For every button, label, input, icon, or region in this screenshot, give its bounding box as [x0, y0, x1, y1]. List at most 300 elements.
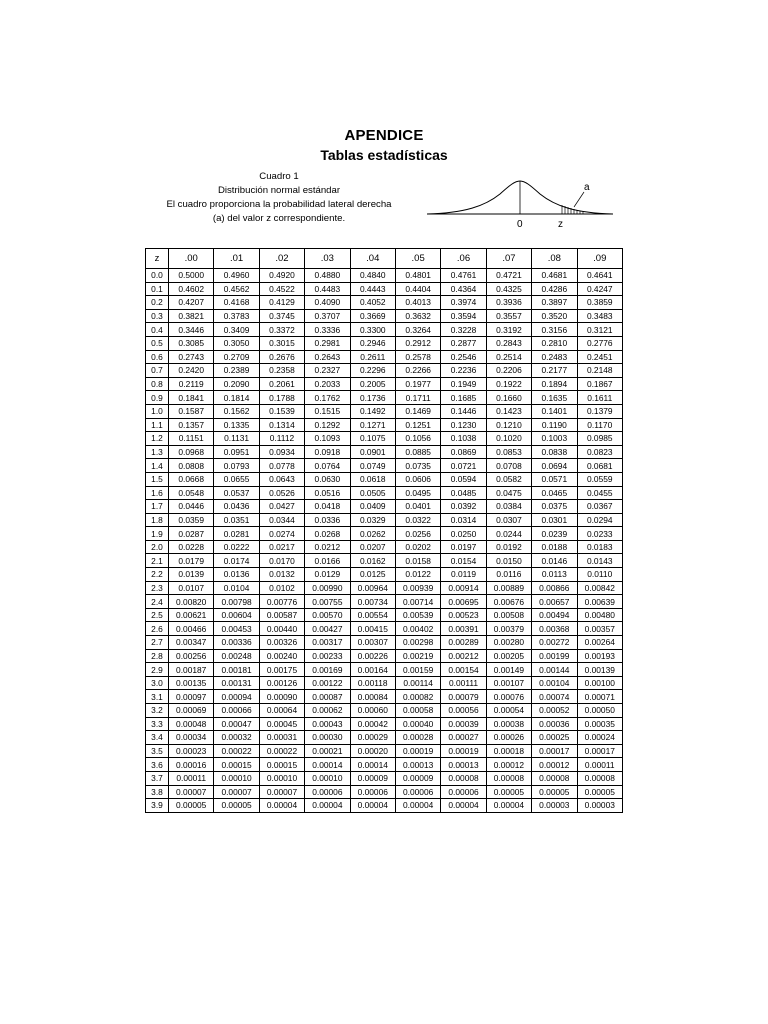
table-row: [146, 527, 623, 541]
z-value-cell: 0.5: [146, 336, 169, 350]
table-row: [146, 540, 623, 554]
probability-cell: 0.4681: [532, 269, 577, 283]
probability-cell: 0.00015: [214, 758, 259, 772]
probability-cell: 0.3085: [169, 336, 214, 350]
column-header: .05: [395, 249, 440, 269]
probability-cell: 0.1660: [486, 391, 531, 405]
alpha-label: a: [584, 182, 590, 193]
probability-cell: 0.2912: [395, 336, 440, 350]
probability-cell: 0.00003: [577, 799, 622, 813]
probability-cell: 0.00842: [577, 581, 622, 595]
probability-cell: 0.0392: [441, 500, 486, 514]
probability-cell: 0.4562: [214, 282, 259, 296]
probability-cell: 0.2843: [486, 336, 531, 350]
probability-cell: 0.00154: [441, 663, 486, 677]
probability-cell: 0.4483: [305, 282, 350, 296]
probability-cell: 0.1314: [259, 418, 304, 432]
probability-cell: 0.00019: [395, 744, 440, 758]
probability-cell: 0.2090: [214, 377, 259, 391]
probability-cell: 0.00069: [169, 704, 214, 718]
probability-cell: 0.00054: [486, 704, 531, 718]
table-row: [146, 690, 623, 704]
probability-cell: 0.00126: [259, 676, 304, 690]
probability-cell: 0.0537: [214, 486, 259, 500]
table-row: [146, 595, 623, 609]
z-value-cell: 0.7: [146, 364, 169, 378]
probability-cell: 0.1949: [441, 377, 486, 391]
probability-cell: 0.0129: [305, 568, 350, 582]
probability-cell: 0.00964: [350, 581, 395, 595]
probability-cell: 0.0401: [395, 500, 440, 514]
probability-cell: 0.3264: [395, 323, 440, 337]
probability-cell: 0.0132: [259, 568, 304, 582]
probability-cell: 0.00090: [259, 690, 304, 704]
probability-cell: 0.0262: [350, 527, 395, 541]
probability-cell: 0.00035: [577, 717, 622, 731]
probability-cell: 0.00007: [214, 785, 259, 799]
table-row: [146, 404, 623, 418]
table-row: [146, 799, 623, 813]
probability-cell: 0.0268: [305, 527, 350, 541]
probability-cell: 0.00336: [214, 636, 259, 650]
probability-cell: 0.00008: [577, 771, 622, 785]
probability-cell: 0.0256: [395, 527, 440, 541]
probability-cell: 0.2946: [350, 336, 395, 350]
probability-cell: 0.0281: [214, 527, 259, 541]
probability-cell: 0.0384: [486, 500, 531, 514]
probability-cell: 0.00289: [441, 636, 486, 650]
probability-cell: 0.0516: [305, 486, 350, 500]
probability-cell: 0.1210: [486, 418, 531, 432]
probability-cell: 0.4960: [214, 269, 259, 283]
probability-cell: 0.0102: [259, 581, 304, 595]
probability-cell: 0.1894: [532, 377, 577, 391]
probability-cell: 0.00181: [214, 663, 259, 677]
z-value-cell: 3.6: [146, 758, 169, 772]
probability-cell: 0.0314: [441, 513, 486, 527]
table-row: [146, 704, 623, 718]
probability-cell: 0.1736: [350, 391, 395, 405]
table-row: [146, 622, 623, 636]
probability-cell: 0.0594: [441, 472, 486, 486]
probability-cell: 0.4761: [441, 269, 486, 283]
probability-cell: 0.0110: [577, 568, 622, 582]
probability-cell: 0.0162: [350, 554, 395, 568]
probability-cell: 0.00017: [532, 744, 577, 758]
probability-cell: 0.0985: [577, 432, 622, 446]
probability-cell: 0.00082: [395, 690, 440, 704]
probability-cell: 0.0823: [577, 445, 622, 459]
probability-cell: 0.00024: [577, 731, 622, 745]
probability-cell: 0.00639: [577, 595, 622, 609]
probability-cell: 0.3050: [214, 336, 259, 350]
probability-cell: 0.00094: [214, 690, 259, 704]
probability-cell: 0.00005: [532, 785, 577, 799]
probability-cell: 0.0630: [305, 472, 350, 486]
probability-cell: 0.00453: [214, 622, 259, 636]
probability-cell: 0.0116: [486, 568, 531, 582]
probability-cell: 0.0174: [214, 554, 259, 568]
probability-cell: 0.3015: [259, 336, 304, 350]
table-row: [146, 568, 623, 582]
probability-cell: 0.00939: [395, 581, 440, 595]
z-value-cell: 3.9: [146, 799, 169, 813]
column-header: .01: [214, 249, 259, 269]
z-value-cell: 0.2: [146, 296, 169, 310]
probability-cell: 0.00008: [532, 771, 577, 785]
probability-cell: 0.2877: [441, 336, 486, 350]
probability-cell: 0.00135: [169, 676, 214, 690]
probability-cell: 0.00169: [305, 663, 350, 677]
probability-cell: 0.00866: [532, 581, 577, 595]
probability-cell: 0.1038: [441, 432, 486, 446]
probability-cell: 0.00079: [441, 690, 486, 704]
probability-cell: 0.5000: [169, 269, 214, 283]
probability-cell: 0.00193: [577, 649, 622, 663]
column-header: .08: [532, 249, 577, 269]
probability-cell: 0.1611: [577, 391, 622, 405]
probability-cell: 0.00734: [350, 595, 395, 609]
table-row: [146, 459, 623, 473]
probability-cell: 0.2611: [350, 350, 395, 364]
probability-cell: 0.00100: [577, 676, 622, 690]
probability-cell: 0.3121: [577, 323, 622, 337]
probability-cell: 0.0968: [169, 445, 214, 459]
probability-cell: 0.0183: [577, 540, 622, 554]
probability-cell: 0.0202: [395, 540, 440, 554]
probability-cell: 0.00248: [214, 649, 259, 663]
probability-cell: 0.00494: [532, 608, 577, 622]
probability-cell: 0.1711: [395, 391, 440, 405]
probability-cell: 0.0495: [395, 486, 440, 500]
probability-cell: 0.4602: [169, 282, 214, 296]
probability-cell: 0.00005: [486, 785, 531, 799]
probability-cell: 0.00047: [214, 717, 259, 731]
table-row: [146, 391, 623, 405]
normal-curve-figure: [425, 176, 615, 232]
probability-cell: 0.00008: [486, 771, 531, 785]
probability-cell: 0.00357: [577, 622, 622, 636]
probability-cell: 0.00111: [441, 676, 486, 690]
probability-cell: 0.0655: [214, 472, 259, 486]
probability-cell: 0.00042: [350, 717, 395, 731]
probability-cell: 0.00011: [577, 758, 622, 772]
probability-cell: 0.2206: [486, 364, 531, 378]
probability-cell: 0.0239: [532, 527, 577, 541]
probability-cell: 0.4443: [350, 282, 395, 296]
probability-cell: 0.0125: [350, 568, 395, 582]
probability-cell: 0.0778: [259, 459, 304, 473]
probability-cell: 0.00676: [486, 595, 531, 609]
table-row: [146, 472, 623, 486]
probability-cell: 0.00009: [350, 771, 395, 785]
probability-cell: 0.00056: [441, 704, 486, 718]
probability-cell: 0.00064: [259, 704, 304, 718]
probability-cell: 0.00008: [441, 771, 486, 785]
probability-cell: 0.0869: [441, 445, 486, 459]
probability-cell: 0.00031: [259, 731, 304, 745]
probability-cell: 0.1469: [395, 404, 440, 418]
probability-cell: 0.3372: [259, 323, 304, 337]
z-value-cell: 1.0: [146, 404, 169, 418]
probability-cell: 0.2676: [259, 350, 304, 364]
probability-cell: 0.00066: [214, 704, 259, 718]
probability-cell: 0.0681: [577, 459, 622, 473]
probability-cell: 0.0455: [577, 486, 622, 500]
column-header: .06: [441, 249, 486, 269]
table-row: [146, 282, 623, 296]
probability-cell: 0.3669: [350, 309, 395, 323]
z-value-cell: 0.4: [146, 323, 169, 337]
probability-cell: 0.0446: [169, 500, 214, 514]
probability-cell: 0.0228: [169, 540, 214, 554]
probability-cell: 0.0582: [486, 472, 531, 486]
probability-cell: 0.00004: [350, 799, 395, 813]
probability-cell: 0.1515: [305, 404, 350, 418]
probability-cell: 0.0838: [532, 445, 577, 459]
page-title: APENDICE: [344, 127, 424, 144]
probability-cell: 0.4801: [395, 269, 440, 283]
probability-cell: 0.0197: [441, 540, 486, 554]
probability-cell: 0.00144: [532, 663, 577, 677]
table-row: [146, 676, 623, 690]
probability-cell: 0.00159: [395, 663, 440, 677]
probability-cell: 0.00798: [214, 595, 259, 609]
probability-cell: 0.00175: [259, 663, 304, 677]
probability-cell: 0.00017: [577, 744, 622, 758]
z-value-cell: 2.8: [146, 649, 169, 663]
probability-cell: 0.00104: [532, 676, 577, 690]
probability-cell: 0.0294: [577, 513, 622, 527]
table-row: [146, 377, 623, 391]
probability-cell: 0.3520: [532, 309, 577, 323]
probability-cell: 0.0192: [486, 540, 531, 554]
probability-cell: 0.4207: [169, 296, 214, 310]
probability-cell: 0.4325: [486, 282, 531, 296]
probability-cell: 0.1539: [259, 404, 304, 418]
probability-cell: 0.00914: [441, 581, 486, 595]
z-value-cell: 2.6: [146, 622, 169, 636]
z-value-cell: 3.0: [146, 676, 169, 690]
probability-cell: 0.1335: [214, 418, 259, 432]
probability-cell: 0.00508: [486, 608, 531, 622]
probability-cell: 0.0301: [532, 513, 577, 527]
probability-cell: 0.00307: [350, 636, 395, 650]
probability-cell: 0.3483: [577, 309, 622, 323]
probability-cell: 0.00007: [169, 785, 214, 799]
probability-cell: 0.00062: [305, 704, 350, 718]
probability-cell: 0.0336: [305, 513, 350, 527]
probability-cell: 0.0951: [214, 445, 259, 459]
probability-cell: 0.0643: [259, 472, 304, 486]
probability-cell: 0.00084: [350, 690, 395, 704]
z-value-cell: 3.2: [146, 704, 169, 718]
probability-cell: 0.0465: [532, 486, 577, 500]
probability-cell: 0.00022: [259, 744, 304, 758]
probability-cell: 0.0212: [305, 540, 350, 554]
probability-cell: 0.4721: [486, 269, 531, 283]
probability-cell: 0.00205: [486, 649, 531, 663]
probability-cell: 0.0233: [577, 527, 622, 541]
probability-cell: 0.0274: [259, 527, 304, 541]
probability-cell: 0.00368: [532, 622, 577, 636]
probability-cell: 0.3707: [305, 309, 350, 323]
probability-cell: 0.00074: [532, 690, 577, 704]
probability-cell: 0.1131: [214, 432, 259, 446]
probability-cell: 0.4129: [259, 296, 304, 310]
probability-cell: 0.00015: [259, 758, 304, 772]
probability-cell: 0.0668: [169, 472, 214, 486]
probability-cell: 0.2148: [577, 364, 622, 378]
probability-cell: 0.00048: [169, 717, 214, 731]
z-value-cell: 2.3: [146, 581, 169, 595]
probability-cell: 0.00272: [532, 636, 577, 650]
probability-cell: 0.00480: [577, 608, 622, 622]
probability-cell: 0.2236: [441, 364, 486, 378]
probability-cell: 0.00010: [259, 771, 304, 785]
probability-cell: 0.00003: [532, 799, 577, 813]
probability-cell: 0.00043: [305, 717, 350, 731]
probability-cell: 0.3859: [577, 296, 622, 310]
probability-cell: 0.3974: [441, 296, 486, 310]
z-value-cell: 3.3: [146, 717, 169, 731]
probability-cell: 0.00006: [395, 785, 440, 799]
probability-cell: 0.00071: [577, 690, 622, 704]
table-row: [146, 608, 623, 622]
probability-cell: 0.00012: [532, 758, 577, 772]
probability-cell: 0.00020: [350, 744, 395, 758]
z-value-cell: 0.8: [146, 377, 169, 391]
table-row: [146, 771, 623, 785]
probability-cell: 0.00005: [214, 799, 259, 813]
probability-cell: 0.2514: [486, 350, 531, 364]
probability-cell: 0.00402: [395, 622, 440, 636]
probability-cell: 0.2810: [532, 336, 577, 350]
z-value-cell: 2.2: [146, 568, 169, 582]
probability-cell: 0.2061: [259, 377, 304, 391]
probability-cell: 0.00004: [441, 799, 486, 813]
probability-cell: 0.00011: [169, 771, 214, 785]
probability-cell: 0.3228: [441, 323, 486, 337]
probability-cell: 0.0571: [532, 472, 577, 486]
table-row: [146, 758, 623, 772]
probability-cell: 0.4286: [532, 282, 577, 296]
probability-cell: 0.2005: [350, 377, 395, 391]
probability-cell: 0.2119: [169, 377, 214, 391]
z-value-cell: 2.7: [146, 636, 169, 650]
probability-cell: 0.0853: [486, 445, 531, 459]
probability-cell: 0.00570: [305, 608, 350, 622]
probability-cell: 0.0322: [395, 513, 440, 527]
probability-cell: 0.00114: [395, 676, 440, 690]
z-value-cell: 0.9: [146, 391, 169, 405]
probability-cell: 0.00298: [395, 636, 440, 650]
probability-cell: 0.1093: [305, 432, 350, 446]
probability-cell: 0.00026: [486, 731, 531, 745]
probability-cell: 0.0485: [441, 486, 486, 500]
probability-cell: 0.3936: [486, 296, 531, 310]
probability-cell: 0.0418: [305, 500, 350, 514]
z-value-cell: 3.1: [146, 690, 169, 704]
probability-cell: 0.00006: [305, 785, 350, 799]
probability-cell: 0.00820: [169, 595, 214, 609]
column-header: .03: [305, 249, 350, 269]
probability-cell: 0.1379: [577, 404, 622, 418]
table-row: [146, 785, 623, 799]
table-row: [146, 269, 623, 283]
probability-cell: 0.3156: [532, 323, 577, 337]
probability-cell: 0.2266: [395, 364, 440, 378]
probability-cell: 0.00045: [259, 717, 304, 731]
table-row: [146, 336, 623, 350]
probability-cell: 0.0918: [305, 445, 350, 459]
probability-cell: 0.0351: [214, 513, 259, 527]
z-value-cell: 3.5: [146, 744, 169, 758]
table-description-line1: El cuadro proporciona la probabilidad lateral derecha: [166, 199, 392, 210]
probability-cell: 0.1788: [259, 391, 304, 405]
probability-cell: 0.1922: [486, 377, 531, 391]
probability-cell: 0.00118: [350, 676, 395, 690]
probability-cell: 0.00139: [577, 663, 622, 677]
probability-cell: 0.00256: [169, 649, 214, 663]
z-value-cell: 2.5: [146, 608, 169, 622]
probability-cell: 0.0122: [395, 568, 440, 582]
probability-cell: 0.00050: [577, 704, 622, 718]
probability-cell: 0.0207: [350, 540, 395, 554]
probability-cell: 0.0222: [214, 540, 259, 554]
probability-cell: 0.2389: [214, 364, 259, 378]
probability-cell: 0.0559: [577, 472, 622, 486]
probability-cell: 0.2709: [214, 350, 259, 364]
z-value-cell: 1.2: [146, 432, 169, 446]
probability-cell: 0.00714: [395, 595, 440, 609]
column-header: .02: [259, 249, 304, 269]
probability-cell: 0.1562: [214, 404, 259, 418]
probability-cell: 0.00004: [305, 799, 350, 813]
probability-cell: 0.0154: [441, 554, 486, 568]
z-value-cell: 0.1: [146, 282, 169, 296]
probability-cell: 0.2296: [350, 364, 395, 378]
probability-cell: 0.00006: [350, 785, 395, 799]
probability-cell: 0.0344: [259, 513, 304, 527]
probability-cell: 0.00657: [532, 595, 577, 609]
probability-cell: 0.1762: [305, 391, 350, 405]
probability-cell: 0.00019: [441, 744, 486, 758]
probability-cell: 0.00523: [441, 608, 486, 622]
probability-cell: 0.0548: [169, 486, 214, 500]
probability-cell: 0.00034: [169, 731, 214, 745]
z-value-cell: 2.0: [146, 540, 169, 554]
z-value-cell: 0.0: [146, 269, 169, 283]
probability-cell: 0.00007: [259, 785, 304, 799]
probability-cell: 0.1401: [532, 404, 577, 418]
z-value-cell: 3.7: [146, 771, 169, 785]
probability-cell: 0.00004: [259, 799, 304, 813]
probability-cell: 0.3409: [214, 323, 259, 337]
table-row: [146, 731, 623, 745]
probability-cell: 0.0143: [577, 554, 622, 568]
z-value-cell: 1.7: [146, 500, 169, 514]
table-row: [146, 581, 623, 595]
probability-cell: 0.2643: [305, 350, 350, 364]
table-row: [146, 350, 623, 364]
probability-cell: 0.00025: [532, 731, 577, 745]
probability-cell: 0.00040: [395, 717, 440, 731]
probability-cell: 0.00058: [395, 704, 440, 718]
table-row: [146, 432, 623, 446]
probability-cell: 0.1190: [532, 418, 577, 432]
column-header: .04: [350, 249, 395, 269]
